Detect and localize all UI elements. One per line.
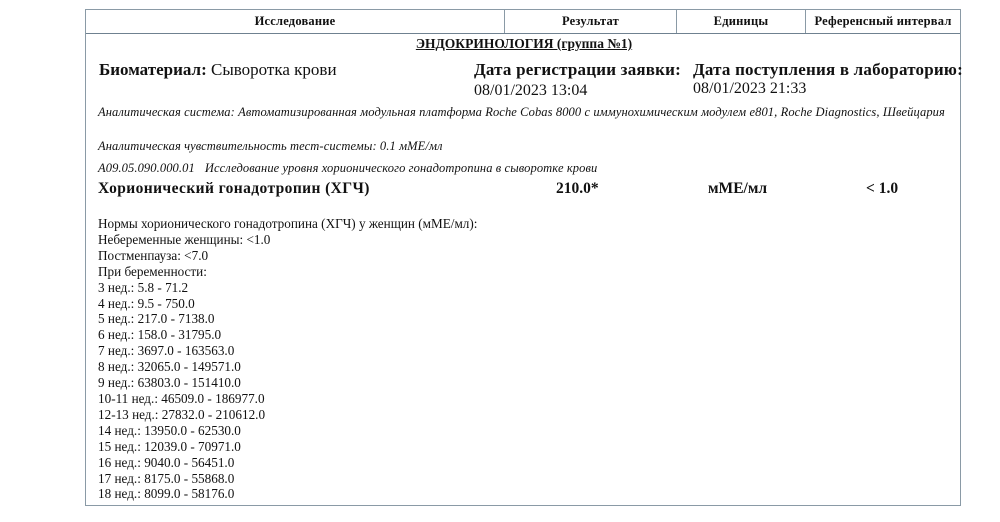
column-header-units: Единицы — [677, 10, 806, 33]
biomaterial-value: Сыворотка крови — [206, 60, 337, 79]
norms-week-item: 12-13 нед.: 27832.0 - 210612.0 — [98, 406, 266, 422]
norms-week-item: 9 нед.: 63803.0 - 151410.0 — [98, 375, 241, 391]
biomaterial-label: Биоматериал: — [99, 60, 207, 79]
test-result-units: мМЕ/мл — [708, 180, 768, 197]
registration-date-value: 08/01/2023 13:04 — [474, 82, 588, 99]
test-code: A09.05.090.000.01 — [98, 161, 195, 175]
norms-week-item: 17 нед.: 8175.0 - 55868.0 — [98, 470, 235, 486]
norms-week-item: 18 нед.: 8099.0 - 58176.0 — [98, 486, 235, 502]
section-title-text: ЭНДОКРИНОЛОГИЯ (группа №1) — [415, 36, 633, 51]
norms-block — [98, 216, 477, 502]
analytic-sensitivity: Аналитическая чувствительность тест-системы: 0.1 мМЕ/мл — [98, 139, 443, 153]
column-header-study: Исследование — [86, 10, 505, 33]
column-header-reference: Референсный интервал — [814, 14, 952, 28]
lab-arrival-date-label: Дата поступления в лабораторию: — [693, 60, 963, 79]
norms-non-pregnant: Небеременные женщины: <1.0 — [98, 231, 271, 247]
column-header-result: Результат — [505, 10, 677, 33]
norms-title: Нормы хорионического гонадотропина (ХГЧ) у женщин (мМЕ/мл): — [98, 216, 478, 231]
lab-arrival-date-value: 08/01/2023 21:33 — [693, 80, 807, 97]
norms-postmenopause: Постменпауза: <7.0 — [98, 247, 209, 263]
analytic-system: Аналитическая система: Автоматизированная модульная платформа Roche Cobas 8000 с иммунохимическим модулем e801, Roche Diagnostics, Швейцария — [98, 105, 945, 119]
biomaterial — [99, 60, 337, 80]
norms-week-item: 4 нед.: 9.5 - 750.0 — [98, 295, 195, 311]
lab-report — [85, 9, 961, 506]
norms-week-item: 3 нед.: 5.8 - 71.2 — [98, 279, 189, 295]
test-name: Хорионический гонадотропин (ХГЧ) — [98, 180, 370, 197]
registration-date-label: Дата регистрации заявки: — [474, 60, 682, 79]
norms-week-item: 16 нед.: 9040.0 - 56451.0 — [98, 454, 235, 470]
norms-week-item: 7 нед.: 3697.0 - 163563.0 — [98, 343, 235, 359]
norms-week-item: 6 нед.: 158.0 - 31795.0 — [98, 327, 222, 343]
test-result-value: 210.0* — [556, 180, 599, 197]
norms-week-item: 15 нед.: 12039.0 - 70971.0 — [98, 438, 241, 454]
test-reference-interval: < 1.0 — [866, 180, 899, 197]
norms-week-item: 10-11 нед.: 46509.0 - 186977.0 — [98, 390, 265, 406]
test-description: Исследование уровня хорионического гонадотропина в сыворотке крови — [204, 161, 598, 175]
norms-pregnancy-title: При беременности: — [98, 263, 207, 279]
table-header — [86, 10, 960, 34]
test-code-line — [98, 161, 597, 176]
norms-week-item: 5 нед.: 217.0 - 7138.0 — [98, 311, 215, 327]
section-title — [86, 36, 962, 52]
norms-week-item: 14 нед.: 13950.0 - 62530.0 — [98, 422, 241, 438]
norms-week-item: 8 нед.: 32065.0 - 149571.0 — [98, 359, 241, 375]
